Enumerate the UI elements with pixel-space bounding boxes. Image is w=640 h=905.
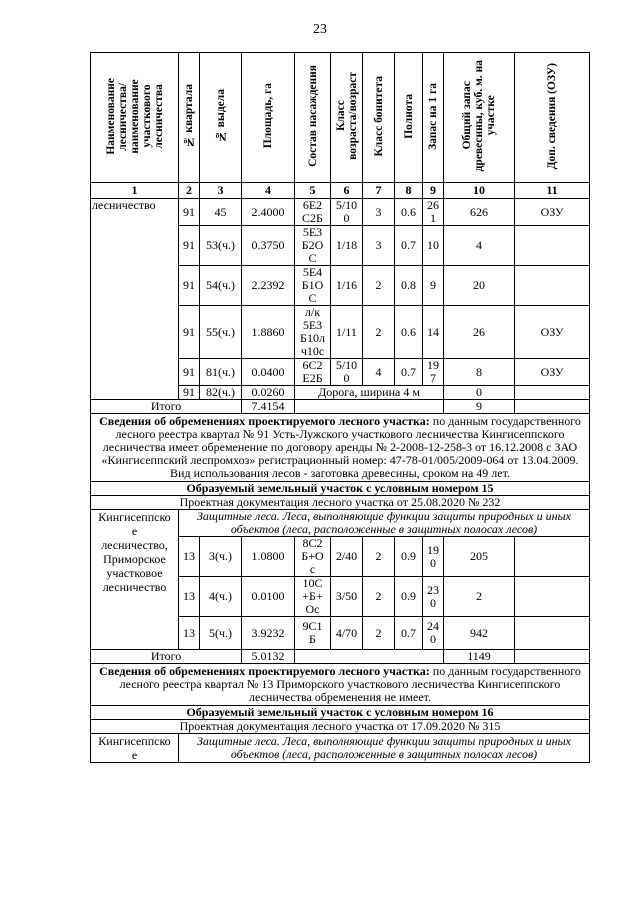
- forestry-name: лесничество: [91, 199, 179, 400]
- area-cell: 0.0400: [242, 359, 295, 386]
- age-class-cell: 4/70: [331, 617, 363, 650]
- bonitet-cell: 4: [363, 359, 395, 386]
- allotment-cell: 81(ч.): [200, 359, 242, 386]
- stock-per-ha-cell: 26 1: [423, 199, 444, 226]
- header-density: Полнота: [395, 53, 423, 183]
- header-extra: Доп. сведения (ОЗУ): [515, 53, 590, 183]
- extra-cell: [515, 266, 590, 306]
- header-forestry: [91, 53, 179, 183]
- forestry-name-15: Кингисеппско е лесничество, Приморское участковое лесничество: [91, 510, 179, 650]
- stock-per-ha-cell: 19 7: [423, 359, 444, 386]
- composition-cell: 6С2 Е2Б: [295, 359, 331, 386]
- age-class-cell: 1/16: [331, 266, 363, 306]
- category-row-15: [91, 510, 590, 537]
- column-number-row: [91, 183, 590, 199]
- allotment-cell: 55(ч.): [200, 306, 242, 359]
- area-cell: 0.0260: [242, 386, 295, 400]
- composition-cell: 6Е2 С2Б: [295, 199, 331, 226]
- quarter-cell: 91: [179, 199, 200, 226]
- composition-cell: 9С1 Б: [295, 617, 331, 650]
- stock-per-ha-cell: 24 0: [423, 617, 444, 650]
- column-number: 6: [331, 183, 363, 199]
- area-cell: 2.2392: [242, 266, 295, 306]
- header-total-stock: [444, 53, 515, 183]
- density-cell: 0.9: [395, 577, 423, 617]
- stock-per-ha-cell: 14: [423, 306, 444, 359]
- composition-cell: л/к 5Е3 Б10л ч10с: [295, 306, 331, 359]
- table-row: [91, 199, 590, 226]
- column-number: 8: [395, 183, 423, 199]
- bonitet-cell: 3: [363, 226, 395, 266]
- bonitet-cell: 2: [363, 617, 395, 650]
- column-number: 2: [179, 183, 200, 199]
- column-number: 4: [242, 183, 295, 199]
- allotment-cell: 3(ч.): [200, 537, 242, 577]
- extra-cell: ОЗУ: [515, 306, 590, 359]
- forest-category: Защитные леса. Леса, выполняющие функции защиты природных и иных объектов (леса, расположенные в защитных полосах лесов): [179, 510, 590, 537]
- density-cell: 0.7: [395, 226, 423, 266]
- header-total-stock-label: Общий запас древесины, куб. м. на участке: [461, 60, 497, 172]
- density-cell: 0.7: [395, 617, 423, 650]
- age-class-cell: 5/10 0: [331, 199, 363, 226]
- stock-per-ha-cell: 10: [423, 226, 444, 266]
- page-number: 23: [313, 22, 327, 37]
- bonitet-cell: 3: [363, 199, 395, 226]
- category-row-16: Кингисеппско е Защитные леса. Леса, выполняющие функции защиты природных и иных объектов (леса, расположенные в защитных полосах лесов): [91, 734, 590, 763]
- column-number: 1: [91, 183, 179, 199]
- extra-cell: [515, 537, 590, 577]
- forestry-name-16: Кингисеппско е: [91, 734, 179, 763]
- forest-plot-table: [90, 52, 590, 763]
- header-age-class-label: Класс возраста/возраст: [334, 72, 359, 160]
- total-stock-cell: 205: [444, 537, 515, 577]
- total-stock-cell: 26: [444, 306, 515, 359]
- bonitet-cell: 2: [363, 577, 395, 617]
- extra-cell: ОЗУ: [515, 199, 590, 226]
- header-quarter: № квартала: [179, 53, 200, 183]
- extra-cell: ОЗУ: [515, 359, 590, 386]
- column-number: 3: [200, 183, 242, 199]
- header-stock-per-ha: Запас на 1 га: [423, 53, 444, 183]
- extra-cell: [515, 577, 590, 617]
- section-title-15: Образуемый земельный участок с условным номером 15: [91, 482, 590, 496]
- column-number: 5: [295, 183, 331, 199]
- bonitet-cell: 2: [363, 537, 395, 577]
- quarter-cell: 13: [179, 617, 200, 650]
- total-stock-cell: 20: [444, 266, 515, 306]
- project-docs-15: Проектная документация лесного участка от 25.08.2020 № 232: [91, 496, 590, 510]
- total-row-2: Итого 5.0132 1149: [91, 650, 590, 664]
- stock-per-ha-cell: 9: [423, 266, 444, 306]
- quarter-cell: 91: [179, 266, 200, 306]
- header-age-class: [331, 53, 363, 183]
- age-class-cell: 1/11: [331, 306, 363, 359]
- allotment-cell: 4(ч.): [200, 577, 242, 617]
- encumbrance-row-2: [91, 664, 590, 706]
- total-stock-cell: 942: [444, 617, 515, 650]
- column-number: 10: [444, 183, 515, 199]
- header-area: Площадь, га: [242, 53, 295, 183]
- header-bonitet: Класс бонитета: [363, 53, 395, 183]
- composition-cell: 5Е4 Б1О С: [295, 266, 331, 306]
- quarter-cell: 13: [179, 577, 200, 617]
- area-cell: 0.0100: [242, 577, 295, 617]
- quarter-cell: 91: [179, 306, 200, 359]
- encumbrance-text: по данным государственного лесного реестра квартал № 13 Приморского участкового лесничества Кингисеппского лесничества обременения не имеет.: [119, 664, 581, 704]
- column-number: 11: [515, 183, 590, 199]
- area-cell: 0.3750: [242, 226, 295, 266]
- extra-cell: [515, 226, 590, 266]
- encumbrance-title: Сведения об обременениях проектируемого лесного участка:: [99, 664, 430, 678]
- total-row-1: Итого 7.4154 9: [91, 400, 590, 414]
- area-cell: 1.8860: [242, 306, 295, 359]
- area-cell: 3.9232: [242, 617, 295, 650]
- header-forestry-label: Наименование лесничества/ наименование участкового лесничества: [104, 77, 165, 155]
- composition-cell: 8С2 Б+О с: [295, 537, 331, 577]
- extra-cell: [515, 617, 590, 650]
- density-cell: 0.6: [395, 306, 423, 359]
- header-row: [91, 53, 590, 183]
- area-cell: 1.0800: [242, 537, 295, 577]
- age-class-cell: 5/10 0: [331, 359, 363, 386]
- column-number: 9: [423, 183, 444, 199]
- encumbrance-title: Сведения об обременениях проектируемого лесного участка:: [99, 414, 430, 428]
- header-allotment: № выдела: [200, 53, 242, 183]
- density-cell: 0.9: [395, 537, 423, 577]
- allotment-cell: 53(ч.): [200, 226, 242, 266]
- header-composition: Состав насаждения: [295, 53, 331, 183]
- allotment-cell: 5(ч.): [200, 617, 242, 650]
- total-stock-cell: 2: [444, 577, 515, 617]
- road-note: Дорога, ширина 4 м: [295, 386, 444, 400]
- section-title-16: Образуемый земельный участок с условным номером 16: [91, 706, 590, 720]
- bonitet-cell: 2: [363, 306, 395, 359]
- composition-cell: 5Е3 Б2О С: [295, 226, 331, 266]
- stock-per-ha-cell: 23 0: [423, 577, 444, 617]
- total-stock-cell: 4: [444, 226, 515, 266]
- column-number: 7: [363, 183, 395, 199]
- encumbrance-text: по данным государственного лесного реестра квартал № 91 Усть-Лужского участкового лесничества Кингисеппского лесничества имеет обременение по договору аренды № 2-2008-12-258-3 от 16.12.2008 с ЗАО «Кингисеппский леспромхоз» регистрационный номер: 47-78-01/005/2009-064 от 13.04.2009. Вид использования лесов - заготовка древесины, сроком на 49 лет.: [101, 414, 581, 480]
- quarter-cell: 91: [179, 386, 200, 400]
- total-stock-cell: 8: [444, 359, 515, 386]
- total-stock-cell: 0: [444, 386, 515, 400]
- extra-cell: [515, 386, 590, 400]
- allotment-cell: 82(ч.): [200, 386, 242, 400]
- project-docs-16: Проектная документация лесного участка от 17.09.2020 № 315: [91, 720, 590, 734]
- age-class-cell: 2/40: [331, 537, 363, 577]
- density-cell: 0.7: [395, 359, 423, 386]
- density-cell: 0.6: [395, 199, 423, 226]
- age-class-cell: 1/18: [331, 226, 363, 266]
- age-class-cell: 3/50: [331, 577, 363, 617]
- allotment-cell: 54(ч.): [200, 266, 242, 306]
- quarter-cell: 91: [179, 359, 200, 386]
- encumbrance-row-1: [91, 414, 590, 482]
- total-stock-cell: 626: [444, 199, 515, 226]
- stock-per-ha-cell: 19 0: [423, 537, 444, 577]
- composition-cell: 10С +Б+ Ос: [295, 577, 331, 617]
- quarter-cell: 13: [179, 537, 200, 577]
- density-cell: 0.8: [395, 266, 423, 306]
- quarter-cell: 91: [179, 226, 200, 266]
- bonitet-cell: 2: [363, 266, 395, 306]
- area-cell: 2.4000: [242, 199, 295, 226]
- allotment-cell: 45: [200, 199, 242, 226]
